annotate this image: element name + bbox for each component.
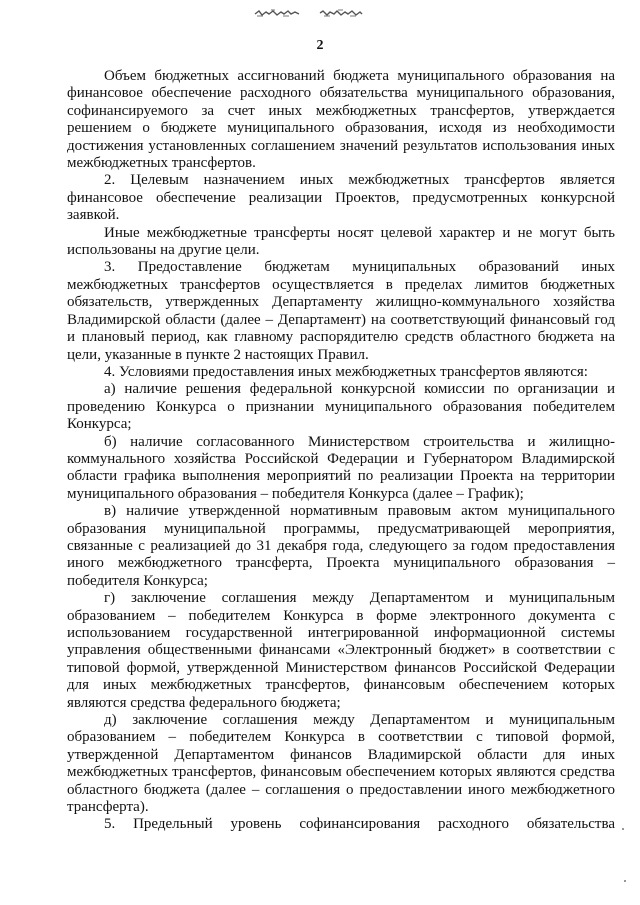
paragraph-item-2-purpose: 2. Целевым назначением иных межбюджетных трансфертов является финансовое обеспечение реализации Проектов, предусмотренных конкурсной заявкой.	[67, 172, 615, 224]
paragraph-item-3-provision: 3. Предоставление бюджетам муниципальных образований иных межбюджетных трансфертов осуществляется в пределах лимитов бюджетных обязательств, утвержденных Департаменту жилищно-коммунального хозяйства Владимирской области (далее – Департамент) на соответствующий финансовый год и плановый период, как главному распорядителю средств областного бюджета на цели, указанные в пункте 2 настоящих Правил.	[67, 259, 615, 363]
paragraph-condition-c: в) наличие утвержденной нормативным правовым актом муниципального образования муниципальной программы, предусматривающей мероприятия, связанные с реализацией до 31 декабря года, следующего за годом предоставления иного межбюджетного трансферта, Проекта муниципального образования – победителя Конкурса;	[67, 503, 615, 589]
paragraph-condition-e: д) заключение соглашения между Департаментом и муниципальным образованием – победителем Конкурса в соответствии с типовой формой, утвержденной Департаментом финансов Владимирской области для иных межбюджетных трансфертов, финансовым обеспечением которых являются средства областного бюджета (далее – соглашения о предоставлении иного межбюджетного трансферта).	[67, 712, 615, 816]
scan-speck	[622, 828, 624, 830]
page-number: 2	[316, 38, 324, 53]
paragraph-condition-b: б) наличие согласованного Министерством строительства и жилищно-коммунального хозяйства Российской Федерации и Губернатором Владимирской области графика выполнения мероприятий по реализации Проекта на территории муниципального образования – победителя Конкурса (далее – График);	[67, 433, 615, 502]
paragraph-budget-allocation: Объем бюджетных ассигнований бюджета муниципального образования на финансовое обеспечение расходного обязательства муниципального образования, софинансируемого за счет иных межбюджетных трансфертов, утверждается решением о бюджете муниципального образования, исходя из необходимости достижения установленных соглашением значений результатов использования иных межбюджетных трансфертов.	[67, 68, 615, 172]
paragraph-item-4-conditions: 4. Условиями предоставления иных межбюджетных трансфертов являются:	[104, 363, 588, 380]
document-body	[67, 68, 615, 832]
scan-speck	[624, 880, 626, 882]
paragraph-item-5-cofinancing: 5. Предельный уровень софинансирования расходного обязательства	[104, 816, 615, 833]
scan-stamp-mark-right	[318, 8, 364, 18]
paragraph-condition-d: г) заключение соглашения между Департаментом и муниципальным образованием – победителем Конкурса в форме электронного документа с использованием государственной интегрированной информационной системы управления общественными финансами «Электронный бюджет» в соответствии с типовой формой, утвержденной Министерством финансов Российской Федерации для иных межбюджетных трансфертов, финансовым обеспечением которых являются средства федерального бюджета;	[67, 590, 615, 711]
paragraph-targeted-use: Иные межбюджетные трансферты носят целевой характер и не могут быть использованы на другие цели.	[67, 224, 615, 259]
scan-stamp-mark-left	[253, 8, 301, 18]
paragraph-condition-a: а) наличие решения федеральной конкурсной комиссии по организации и проведению Конкурса о признании муниципального образования победителем Конкурса;	[67, 381, 615, 433]
